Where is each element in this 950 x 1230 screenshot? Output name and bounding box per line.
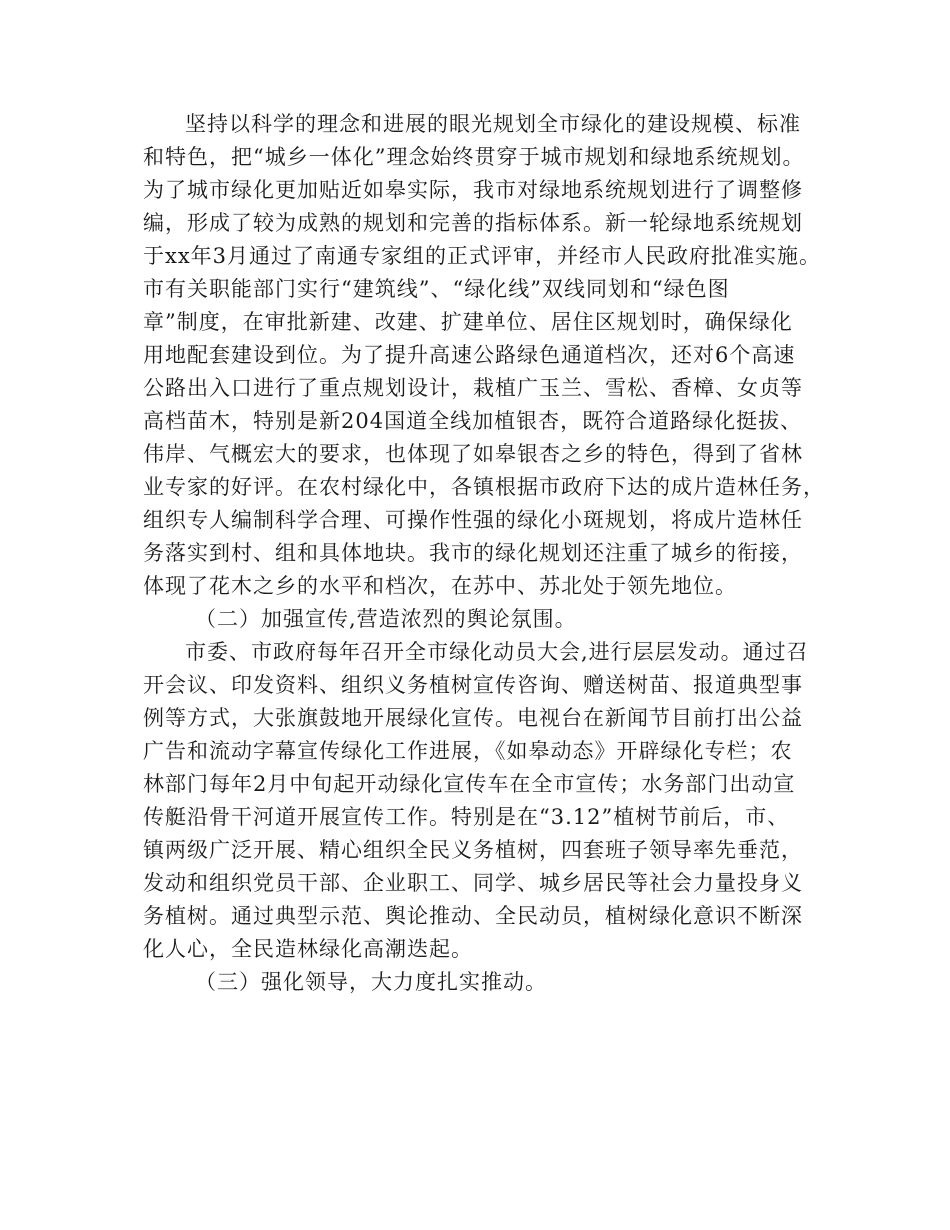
text-line: 广告和流动字幕宣传绿化工作进展，《如皋动态》开辟绿化专栏；农 [143,739,793,763]
text-line: 高档苗木，特别是新204国道全线加植银杏，既符合道路绿化挺拔、 [143,409,803,433]
text-line: 业专家的好评。在农村绿化中，各镇根据市政府下达的成片造林任务， [143,475,825,499]
text-line: 化人心，全民造林绿化高潮迭起。 [143,937,473,961]
text-line: 公路出入口进行了重点规划设计，栽植广玉兰、雪松、香樟、女贞等 [143,376,803,400]
section-heading: （三）强化领导，大力度扎实推动。 [195,970,547,994]
text-line: 例等方式，大张旗鼓地开展绿化宣传。电视台在新闻节目前打出公益 [143,706,803,730]
text-line: 章”制度，在审批新建、改建、扩建单位、居住区规划时，确保绿化 [143,310,793,334]
text-line: 务落实到村、组和具体地块。我市的绿化规划还注重了城乡的衔接， [143,541,803,565]
section-heading: （二）加强宣传,营造浓烈的舆论氛围。 [195,607,577,631]
text-line: 市委、市政府每年召开全市绿化动员大会,进行层层发动。通过召 [185,640,809,664]
text-line: 体现了花木之乡的水平和档次，在苏中、苏北处于领先地位。 [143,574,737,598]
document-body [143,108,823,999]
text-line: 林部门每年2月中旬起开动绿化宣传车在全市宣传；水务部门出动宣 [143,772,796,796]
text-line: 为了城市绿化更加贴近如皋实际，我市对绿地系统规划进行了调整修 [143,178,803,202]
text-line: 市有关职能部门实行“建筑线”、“绿化线”双线同划和“绿色图 [143,277,730,301]
text-line: 镇两级广泛开展、精心组织全民义务植树，四套班子领导率先垂范， [143,838,803,862]
text-line: 坚持以科学的理念和进展的眼光规划全市绿化的建设规模、标准 [185,112,801,136]
text-line: 用地配套建设到位。为了提升高速公路绿色通道档次，还对6个高速 [143,343,796,367]
text-line: 发动和组织党员干部、企业职工、同学、城乡居民等社会力量投身义 [143,871,803,895]
text-line: 务植树。通过典型示范、舆论推动、全民动员，植树绿化意识不断深 [143,904,803,928]
text-line: 组织专人编制科学合理、可操作性强的绿化小斑规划，将成片造林任 [143,508,803,532]
text-line: 伟岸、气概宏大的要求，也体现了如皋银杏之乡的特色，得到了省林 [143,442,803,466]
text-line: 于xx年3月通过了南通专家组的正式评审，并经市人民政府批准实施。 [143,244,822,268]
text-line: 传艇沿骨干河道开展宣传工作。特别是在“3.12”植树节前后，市、 [143,805,790,829]
text-line: 编，形成了较为成熟的规划和完善的指标体系。新一轮绿地系统规划 [143,211,803,235]
text-line: 和特色，把“城乡一体化”理念始终贯穿于城市规划和绿地系统规划。 [143,145,805,169]
text-line: 开会议、印发资料、组织义务植树宣传咨询、赠送树苗、报道典型事 [143,673,803,697]
